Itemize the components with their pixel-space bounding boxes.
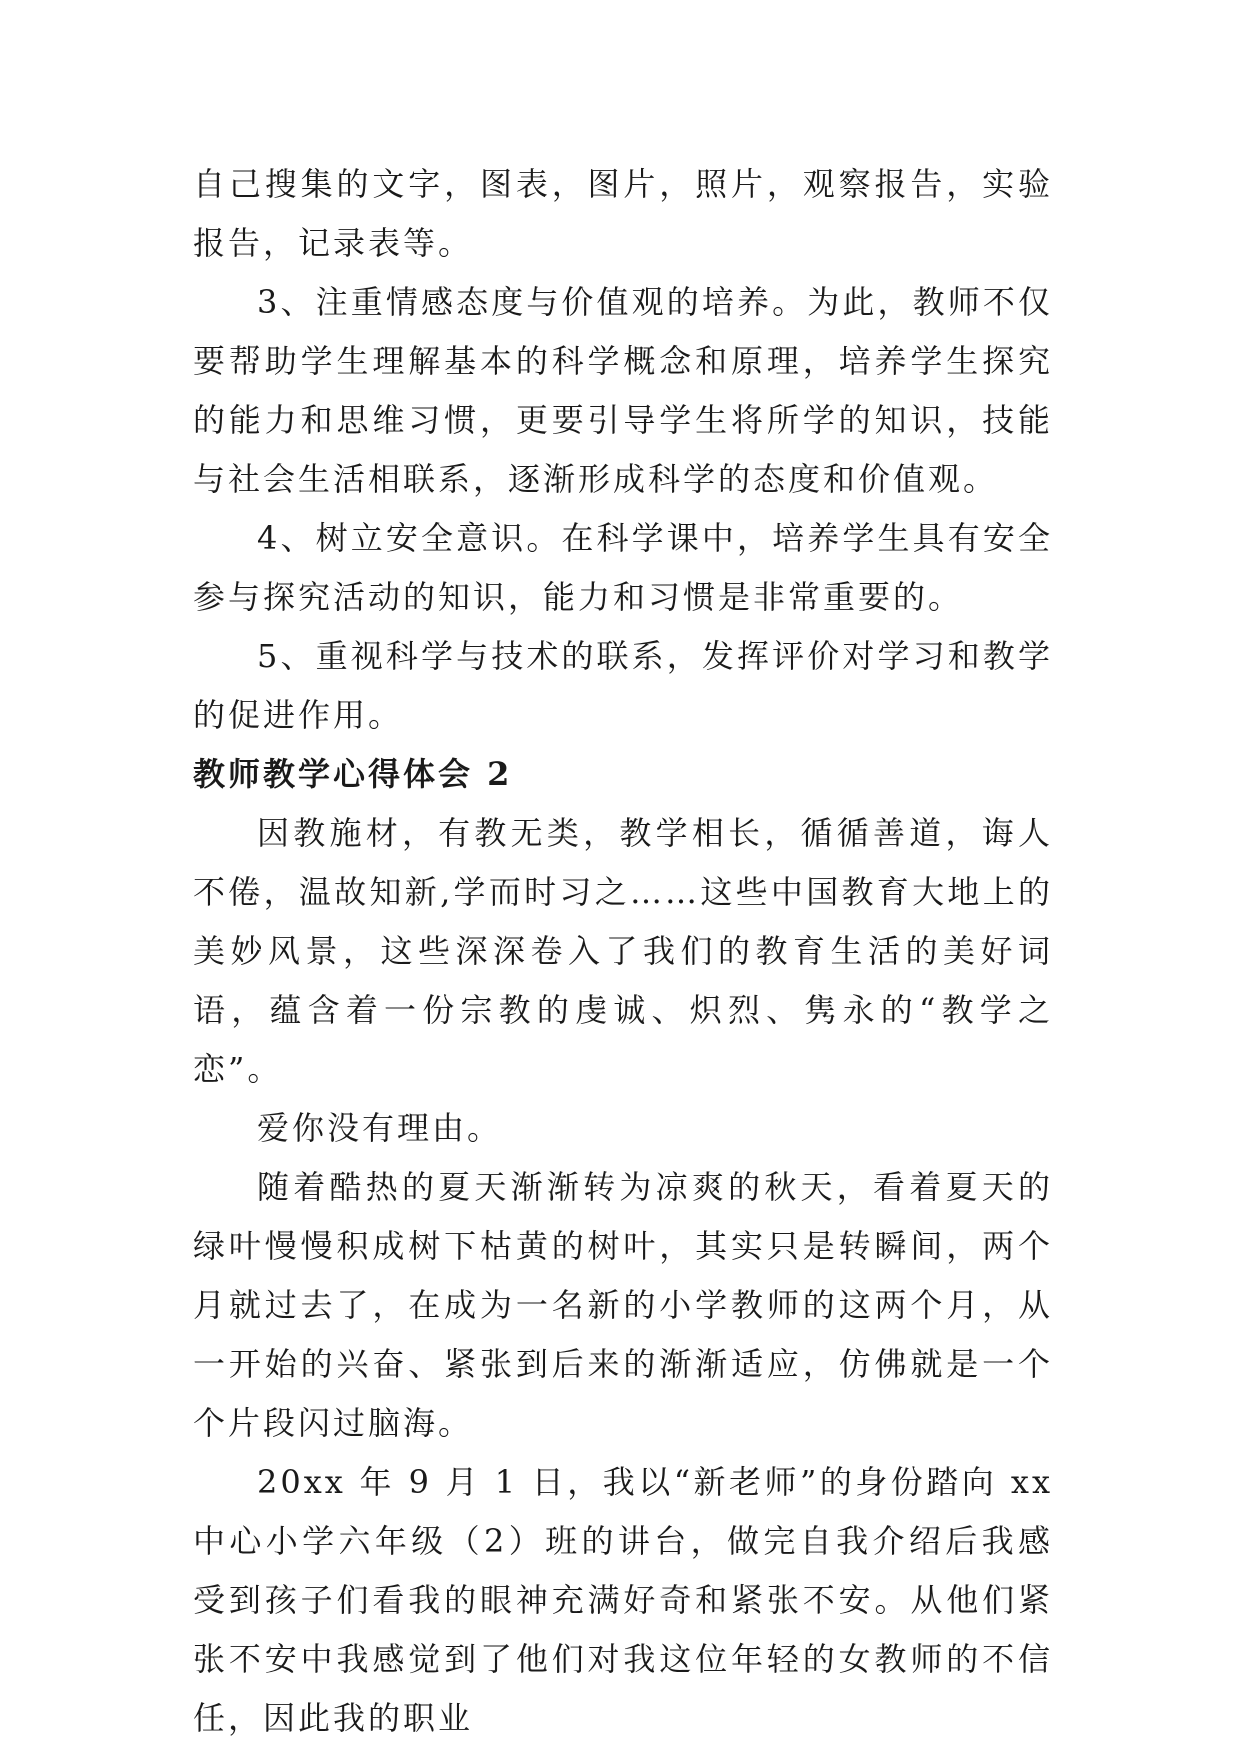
paragraph-1: 自己搜集的文字，图表，图片，照片，观察报告，实验报告，记录表等。 xyxy=(193,165,1053,262)
section-heading: 教师教学心得体会 2 xyxy=(193,755,513,793)
paragraph-2: 3、注重情感态度与价值观的培养。为此，教师不仅要帮助学生理解基本的科学概念和原理，培养学生探究的能力和思维习惯，更要引导学生将所学的知识，技能与社会生活相联系，逐渐形成科学的态度和价值观。 xyxy=(193,283,1053,498)
paragraph-4: 5、重视科学与技术的联系，发挥评价对学习和教学的促进作用。 xyxy=(193,637,1053,734)
paragraph-3: 4、树立安全意识。在科学课中，培养学生具有安全参与探究活动的知识，能力和习惯是非常重要的。 xyxy=(193,519,1053,616)
paragraph-5: 因教施材，有教无类，教学相长，循循善道，诲人不倦，温故知新,学而时习之……这些中国教育大地上的美妙风景，这些深深卷入了我们的教育生活的美好词语，蕴含着一份宗教的虔诚、炽烈、隽永的“教学之恋”。 xyxy=(193,814,1053,1088)
paragraph-7: 随着酷热的夏天渐渐转为凉爽的秋天，看着夏天的绿叶慢慢积成树下枯黄的树叶，其实只是转瞬间，两个月就过去了，在成为一名新的小学教师的这两个月，从一开始的兴奋、紧张到后来的渐渐适应，仿佛就是一个个片段闪过脑海。 xyxy=(193,1168,1053,1442)
paragraph-6: 爱你没有理由。 xyxy=(257,1109,503,1147)
document-body xyxy=(193,155,1053,1748)
paragraph-8: 20xx 年 9 月 1 日，我以“新老师”的身份踏向 xx 中心小学六年级（2）班的讲台，做完自我介绍后我感受到孩子们看我的眼神充满好奇和紧张不安。从他们紧张不安中我感觉到了他们对我这位年轻的女教师的不信任，因此我的职业 xyxy=(193,1463,1053,1737)
